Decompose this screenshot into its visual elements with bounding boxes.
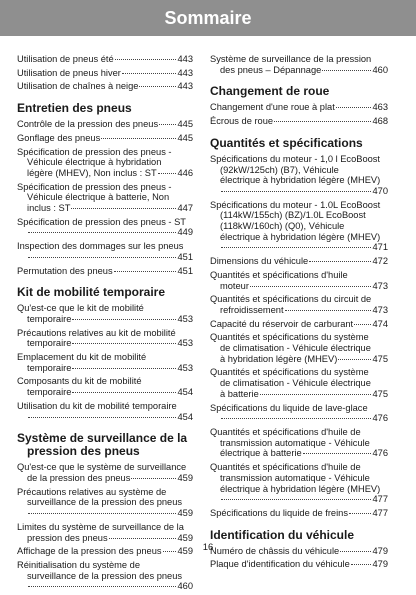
toc-entry[interactable]: [17, 303, 193, 324]
dot-leader: [260, 394, 372, 395]
toc-entry-label: Gonflage des pneus: [17, 132, 101, 143]
dot-leader: [72, 319, 176, 320]
toc-entry-line: [17, 412, 193, 423]
toc-page-ref: 454: [177, 387, 193, 398]
toc-entry[interactable]: [210, 200, 388, 254]
toc-entry-line: [17, 68, 193, 79]
toc-entry-label: Utilisation de pneus hiver: [17, 67, 121, 78]
toc-page-ref: 459: [177, 532, 193, 543]
section-heading: Entretien des pneus: [17, 101, 132, 116]
toc-entry-label: Utilisation de pneus été: [17, 54, 114, 64]
toc-entry-line: [17, 387, 193, 398]
toc-entry[interactable]: [210, 154, 388, 197]
toc-page-ref: 476: [372, 413, 388, 424]
section-heading: Kit de mobilité temporaire: [17, 285, 166, 300]
toc-entry-label: Changement d'une roue à plat: [210, 102, 335, 113]
toc-page-ref: 453: [177, 362, 193, 373]
toc-entry-label: Qu'est-ce que le système de surveillance: [17, 462, 187, 473]
toc-entry-label: Quantités et spécifications d'huile de: [210, 462, 361, 473]
toc-page-ref: 477: [372, 494, 388, 505]
toc-entry-label-cont: temporaire: [27, 387, 72, 398]
toc-entry-label: Spécifications du moteur - 1.0L EcoBoost: [210, 199, 381, 210]
toc-entry-label-cont: à hybridation légère (MHEV): [220, 353, 338, 364]
toc-page-ref: 454: [177, 411, 193, 422]
page-title: Sommaire: [164, 8, 252, 28]
dot-leader: [221, 247, 371, 248]
toc-entry-label-cont: (92kW/125ch) (B7), Véhicule: [220, 164, 339, 175]
toc-page-ref: 474: [372, 318, 388, 329]
dot-leader: [221, 499, 371, 500]
toc-entry-line: [210, 462, 388, 473]
toc-entry[interactable]: [210, 462, 388, 505]
dot-leader: [101, 138, 176, 139]
page-number: 16: [202, 542, 214, 553]
toc-entry-line: [17, 314, 193, 325]
toc-entry-label-cont: temporaire: [27, 362, 72, 373]
toc-entry-line: [210, 186, 388, 197]
toc-page-ref: 451: [177, 265, 193, 276]
toc-page-ref: 471: [372, 242, 388, 253]
dot-leader: [336, 107, 372, 108]
toc-page-ref: 445: [177, 119, 193, 130]
toc-entry[interactable]: [17, 119, 193, 130]
toc-entry-label: Permutation des pneus: [17, 265, 113, 276]
toc-entry[interactable]: [210, 559, 388, 570]
toc-entry-line: [210, 427, 388, 438]
toc-page-ref: 447: [177, 203, 193, 214]
toc-entry[interactable]: [17, 462, 193, 483]
toc-page-ref: 463: [372, 102, 388, 113]
toc-entry-line: [17, 462, 193, 473]
toc-entry-label: Spécification de pression des pneus -: [17, 146, 172, 157]
toc-entry-label: Quantités et spécifications du système: [210, 332, 369, 343]
toc-entry[interactable]: [210, 102, 388, 113]
toc-entry-line: [17, 328, 193, 339]
toc-page-ref: 459: [177, 546, 193, 557]
toc-entry-line: [17, 203, 193, 214]
toc-entry-line: [17, 147, 193, 158]
toc-entry-line: [210, 354, 388, 365]
toc-entry[interactable]: [210, 427, 388, 459]
toc-entry[interactable]: [17, 266, 193, 277]
toc-entry-label-cont: électrique à hybridation légère (MHEV): [220, 231, 381, 242]
toc-entry[interactable]: [17, 352, 193, 373]
toc-entry-label: Limites du système de surveillance de la: [17, 521, 184, 532]
toc-page-ref: 475: [372, 353, 388, 364]
toc-entry-line: [17, 133, 193, 144]
toc-entry-label: Précautions relatives au kit de mobilité: [17, 327, 176, 338]
toc-entry-line: [17, 252, 193, 263]
section-heading: Identification du véhicule: [210, 527, 355, 542]
toc-page-ref: 473: [372, 304, 388, 315]
toc-entry[interactable]: [210, 367, 388, 399]
toc-entry-label: Spécification de pression des pneus - ST: [17, 216, 186, 227]
toc-entry-label-cont: de la pression des pneus: [27, 472, 131, 483]
toc-entry-line: [17, 54, 193, 65]
toc-entry-label: Quantités et spécifications du système: [210, 367, 369, 378]
toc-entry-line: [210, 403, 388, 414]
toc-page-ref: 477: [372, 507, 388, 518]
dot-leader: [221, 191, 371, 192]
toc-entry-label-cont: légère (MHEV), Non inclus : ST: [27, 167, 157, 178]
toc-entry-label: Réinitialisation du système de: [17, 559, 140, 570]
toc-page-ref: 479: [372, 545, 388, 556]
toc-entry[interactable]: [17, 522, 193, 543]
toc-page-ref: 449: [177, 227, 193, 238]
toc-entry-label: Spécification de pression des pneus -: [17, 181, 172, 192]
toc-entry-label: Composants du kit de mobilité: [17, 376, 142, 387]
toc-page-ref: 473: [372, 280, 388, 291]
toc-entry[interactable]: [17, 182, 193, 214]
toc-entry-line: [17, 401, 193, 412]
toc-page-ref: 443: [177, 67, 193, 78]
toc-entry-label: Utilisation de chaînes à neige: [17, 81, 139, 92]
dot-leader: [322, 70, 371, 71]
toc-entry-line: [210, 270, 388, 281]
toc-entry-line: [17, 241, 193, 252]
toc-entry-line: [17, 168, 193, 179]
toc-entry[interactable]: [210, 508, 388, 519]
dot-leader: [274, 121, 371, 122]
toc-entry-label-cont: des pneus – Dépannage: [220, 64, 322, 75]
toc-entry-label-cont: moteur: [220, 280, 249, 291]
toc-entry[interactable]: [17, 401, 193, 422]
dot-leader: [71, 208, 176, 209]
toc-entry[interactable]: [17, 68, 193, 79]
toc-entry[interactable]: [210, 332, 388, 364]
toc-entry-label-cont: inclus : ST: [27, 203, 71, 214]
toc-entry-line: [210, 256, 388, 267]
dot-leader: [250, 286, 372, 287]
toc-page-ref: 468: [372, 116, 388, 127]
dot-leader: [349, 513, 371, 514]
toc-entry-line: [17, 182, 193, 193]
toc-entry-label: Numéro de châssis du véhicule: [210, 545, 340, 556]
dot-leader: [158, 173, 177, 174]
toc-entry-line: [210, 281, 388, 292]
toc-entry-label: Spécifications du moteur - 1,0 l EcoBoost: [210, 153, 381, 164]
toc-entry-line: [210, 154, 388, 165]
toc-entry-label: Système de surveillance de la pression: [210, 54, 372, 64]
toc-entry-line: [210, 242, 388, 253]
toc-entry-label: Plaque d'identification du véhicule: [210, 559, 350, 570]
dot-leader: [285, 310, 372, 311]
toc-entry-line: [17, 303, 193, 314]
section-heading-line: pression des pneus: [27, 444, 140, 459]
page-header-bar: [0, 0, 416, 36]
toc-entry-label-cont: temporaire: [27, 338, 72, 349]
toc-entry[interactable]: [210, 116, 388, 127]
toc-page-ref: 445: [177, 132, 193, 143]
toc-entry-line: [210, 294, 388, 305]
toc-entry-label: Capacité du réservoir de carburant: [210, 318, 354, 329]
dot-leader: [28, 257, 176, 258]
toc-entry-label: Quantités et spécifications d'huile de: [210, 426, 361, 437]
toc-page-ref: 453: [177, 313, 193, 324]
toc-entry-label-cont: (114kW/155ch) (BZ)/1.0L EcoBoost: [220, 210, 366, 221]
section-heading-line: Système de surveillance de la: [17, 431, 188, 446]
toc-entry-line: [17, 473, 193, 484]
toc-entry-label: Quantités et spécifications d'huile: [210, 269, 348, 280]
dot-leader: [72, 343, 176, 344]
dot-leader: [122, 73, 177, 74]
toc-entry[interactable]: [17, 241, 193, 262]
toc-entry-line: [210, 319, 388, 330]
toc-page-ref: 451: [177, 251, 193, 262]
toc-entry-label: Qu'est-ce que le kit de mobilité: [17, 303, 144, 314]
toc-entry-label: Spécifications du liquide de freins: [210, 507, 348, 518]
toc-entry[interactable]: [17, 217, 193, 238]
toc-entry-label-cont: pression des pneus: [27, 532, 108, 543]
toc-page-ref: 470: [372, 185, 388, 196]
toc-entry-label-cont: électrique à batterie: [220, 448, 302, 459]
toc-entry-label-cont: refroidissement: [220, 304, 284, 315]
toc-page-ref: 460: [372, 64, 388, 75]
toc-entry-label: Écrous de roue: [210, 116, 274, 127]
section-heading: [17, 432, 193, 458]
toc-entry[interactable]: [210, 319, 388, 330]
dot-leader: [28, 586, 176, 587]
dot-leader: [72, 392, 176, 393]
toc-entry-line: [210, 367, 388, 378]
toc-entry-line: [17, 508, 193, 519]
toc-page-ref: 443: [177, 54, 193, 64]
dot-leader: [109, 538, 177, 539]
toc-entry-line: [210, 65, 388, 76]
toc-entry-line: [17, 363, 193, 374]
toc-entry-line: [210, 200, 388, 211]
toc-entry-line: [17, 376, 193, 387]
toc-entry-label: Contrôle de la pression des pneus: [17, 119, 159, 130]
dot-leader: [309, 261, 371, 262]
dot-leader: [303, 453, 372, 454]
toc-entry[interactable]: [17, 376, 193, 397]
toc-entry-line: [210, 54, 388, 65]
toc-entry-label-cont: temporaire: [27, 313, 72, 324]
toc-entry-line: [210, 116, 388, 127]
toc-entry[interactable]: [17, 54, 193, 65]
toc-entry-line: [17, 227, 193, 238]
toc-entry[interactable]: [17, 328, 193, 349]
toc-column-left: [17, 54, 193, 595]
toc-entry-line: [17, 581, 193, 592]
toc-entry-line: [17, 266, 193, 277]
toc-entry-line: [17, 487, 193, 498]
toc-entry-label-cont: de climatisation - Véhicule électrique: [220, 343, 371, 354]
toc-entry-label: Quantités et spécifications du circuit de: [210, 294, 372, 305]
toc-entry-label-cont: électrique à hybridation légère (MHEV): [220, 175, 381, 186]
toc-page-ref: 459: [177, 508, 193, 519]
dot-leader: [72, 368, 176, 369]
toc-page-ref: 459: [177, 472, 193, 483]
toc-entry-line: [17, 522, 193, 533]
toc-entry[interactable]: [17, 147, 193, 179]
toc-entry[interactable]: [17, 133, 193, 144]
toc-entry-line: [210, 508, 388, 519]
toc-entry-line: [210, 494, 388, 505]
toc-entry-label-cont: de climatisation - Véhicule électrique: [220, 378, 371, 389]
dot-leader: [338, 359, 371, 360]
toc-entry-label: Précautions relatives au système de: [17, 486, 167, 497]
toc-entry-line: [210, 332, 388, 343]
dot-leader: [159, 124, 176, 125]
toc-page-ref: 475: [372, 388, 388, 399]
toc-entry-line: [210, 389, 388, 400]
toc-page-ref: 460: [177, 581, 193, 592]
toc-entry[interactable]: [17, 81, 193, 92]
toc-page-ref: 453: [177, 338, 193, 349]
toc-entry-label: Emplacement du kit de mobilité: [17, 352, 147, 363]
dot-leader: [131, 478, 176, 479]
toc-entry-line: [210, 102, 388, 113]
dot-leader: [28, 513, 176, 514]
toc-entry[interactable]: [210, 294, 388, 315]
toc-entry-line: [210, 559, 388, 570]
dot-leader: [354, 324, 371, 325]
section-heading: Changement de roue: [210, 84, 330, 99]
toc-entry-label-cont: Véhicule électrique à hybridation: [27, 157, 162, 168]
toc-entry-line: [17, 352, 193, 363]
toc-entry-line: [17, 81, 193, 92]
toc-column-right: [210, 54, 388, 573]
toc-entry-label-cont: surveillance de la pression des pneus: [27, 570, 183, 581]
toc-entry-label-cont: à batterie: [220, 388, 259, 399]
dot-leader: [114, 271, 177, 272]
toc-entry-label-cont: surveillance de la pression des pneus: [27, 497, 183, 508]
toc-entry-label: Inspection des dommages sur les pneus: [17, 241, 184, 252]
toc-entry[interactable]: [210, 54, 388, 75]
dot-leader: [221, 418, 371, 419]
toc-entry[interactable]: [210, 256, 388, 267]
toc-entry-label-cont: Véhicule électrique à batterie, Non: [27, 192, 170, 203]
toc-entry-line: [210, 413, 388, 424]
toc-entry-label-cont: électrique à hybridation légère (MHEV): [220, 483, 381, 494]
toc-entry-label: Dimensions du véhicule: [210, 256, 309, 267]
toc-entry-label-cont: transmission automatique - Véhicule: [220, 437, 370, 448]
dot-leader: [115, 59, 177, 60]
toc-entry-label: Spécifications du liquide de lave-glace: [210, 402, 368, 413]
toc-page-ref: 479: [372, 559, 388, 570]
toc-entry-label: Utilisation du kit de mobilité temporaire: [17, 400, 177, 411]
toc-page-ref: 476: [372, 448, 388, 459]
toc-entry[interactable]: [17, 487, 193, 519]
toc-entry-label: Affichage de la pression des pneus: [17, 546, 162, 557]
toc-entry-line: [210, 448, 388, 459]
toc-entry-line: [17, 560, 193, 571]
dot-leader: [139, 86, 176, 87]
toc-entry-line: [17, 119, 193, 130]
toc-entry[interactable]: [210, 270, 388, 291]
toc-page-ref: 443: [177, 81, 193, 92]
toc-entry-label-cont: transmission automatique - Véhicule: [220, 472, 370, 483]
dot-leader: [28, 417, 176, 418]
toc-page-ref: 446: [177, 167, 193, 178]
section-heading: Quantités et spécifications: [210, 135, 363, 150]
dot-leader: [28, 232, 176, 233]
toc-entry-line: [210, 305, 388, 316]
toc-page-ref: 472: [372, 256, 388, 267]
toc-entry-line: [17, 217, 193, 228]
toc-entry-label-cont: (118kW/160ch) (Q0), Véhicule: [220, 221, 345, 232]
toc-entry[interactable]: [17, 560, 193, 592]
toc-entry[interactable]: [210, 403, 388, 424]
toc-entry-line: [17, 338, 193, 349]
dot-leader: [351, 564, 372, 565]
